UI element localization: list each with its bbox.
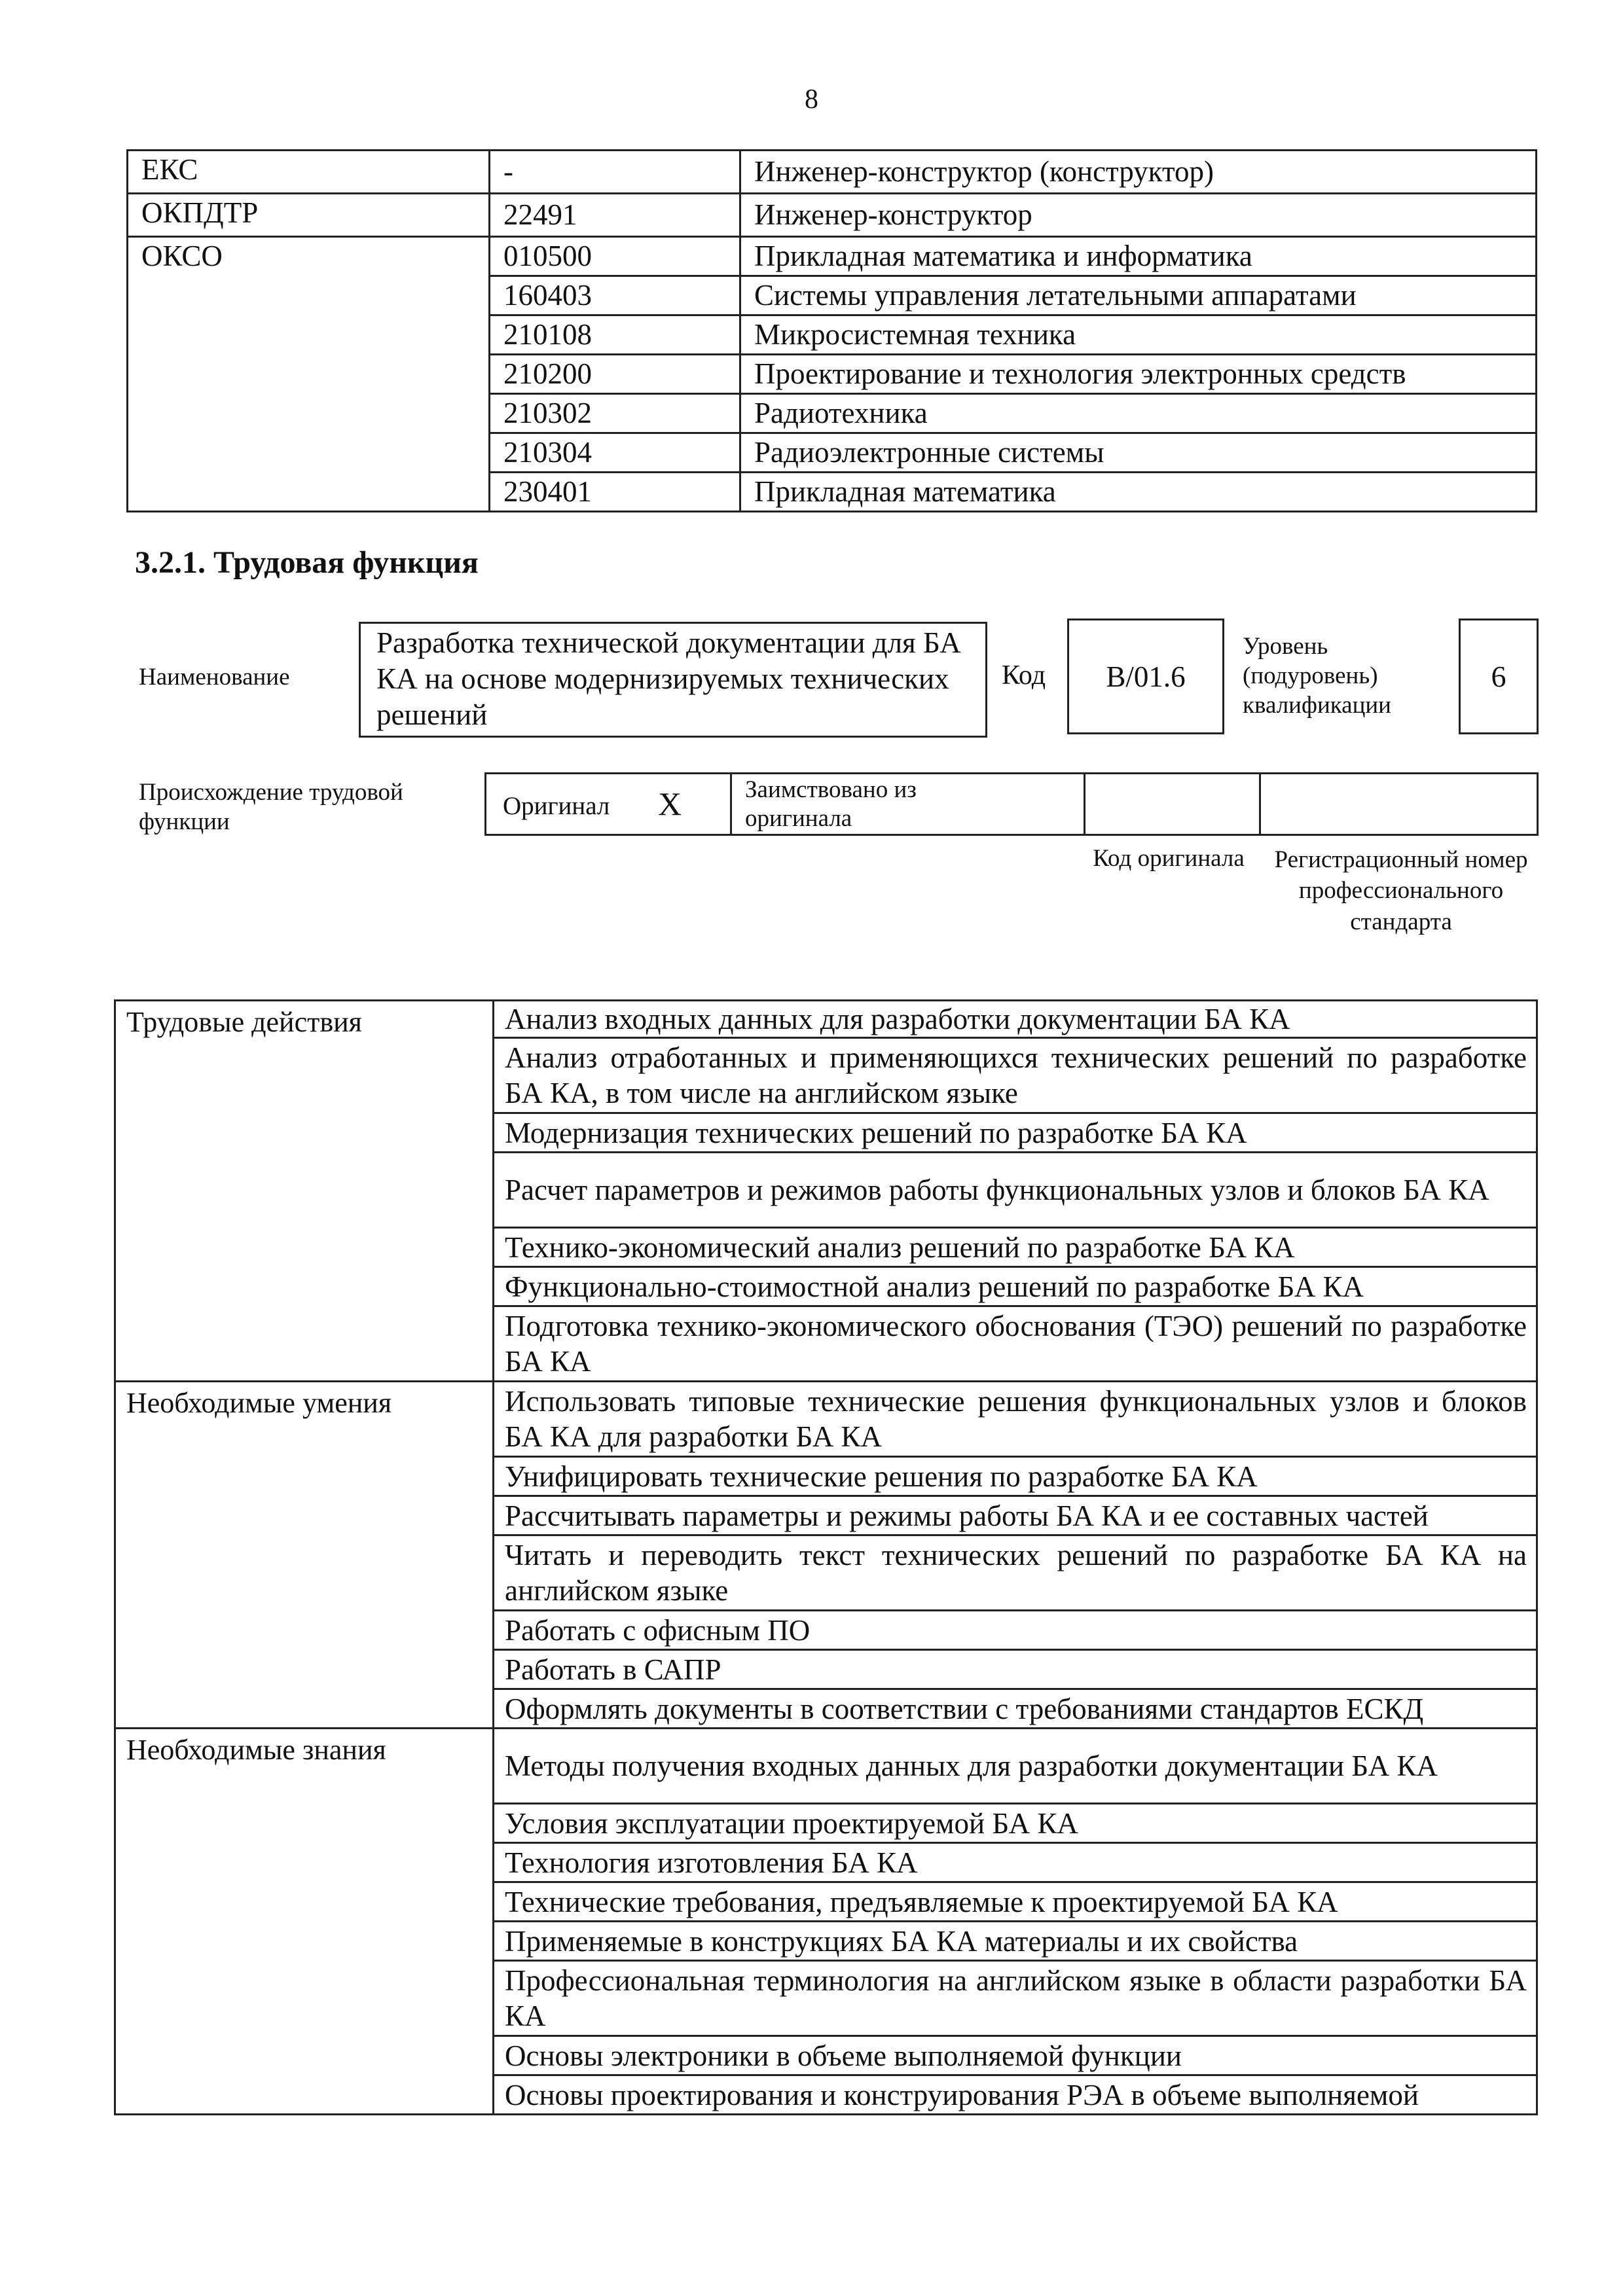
code-label: Код (1002, 660, 1046, 691)
knowledge-item: Методы получения входных данных для разработки документации БА КА (494, 1729, 1537, 1804)
class-code-cell: 210200 (490, 355, 740, 394)
table-row (128, 237, 1537, 276)
table-row (115, 1382, 1537, 1457)
origin-box (484, 772, 1539, 836)
divider (730, 774, 732, 834)
class-code-cell: 210302 (490, 394, 740, 433)
divider (1084, 774, 1085, 834)
labor-action-item: Анализ отработанных и применяющихся технических решений по разработке БА КА, в том числе на английском языке (494, 1038, 1537, 1113)
labor-action-item: Технико-экономический анализ решений по разработке БА КА (494, 1228, 1537, 1267)
skill-item: Оформлять документы в соответствии с требованиями стандартов ЕСКД (494, 1689, 1537, 1729)
class-code-cell: - (490, 151, 740, 194)
knowledge-label: Необходимые знания (115, 1729, 494, 2115)
class-name-cell: ЕКС (128, 151, 490, 194)
name-label: Наименование (139, 664, 290, 691)
class-title-cell: Радиоэлектронные системы (740, 433, 1537, 473)
class-title-cell: Микросистемная техника (740, 315, 1537, 355)
function-name-box: Разработка технической документации для БА КА на основе модернизируемых технических решений (359, 622, 987, 738)
class-title-cell: Проектирование и технология электронных средств (740, 355, 1537, 394)
class-code-cell: 160403 (490, 276, 740, 315)
class-code-cell: 230401 (490, 473, 740, 512)
knowledge-item: Технология изготовления БА КА (494, 1843, 1537, 1882)
section-heading: 3.2.1. Трудовая функция (135, 545, 479, 580)
class-code-cell: 210304 (490, 433, 740, 473)
skill-item: Использовать типовые технические решения функциональных узлов и блоков БА КА для разработки БА КА (494, 1382, 1537, 1457)
level-label: Уровень (подуровень) квалификации (1243, 633, 1391, 719)
borrowed-label: Заимствовано из оригинала (745, 776, 917, 833)
class-name-cell: ОКСО (128, 237, 490, 512)
knowledge-item: Условия эксплуатации проектируемой БА КА (494, 1804, 1537, 1843)
labor-actions-label: Трудовые действия (115, 1001, 494, 1382)
original-label: Оригинал (503, 792, 610, 820)
labor-action-item: Функционально-стоимостной анализ решений по разработке БА КА (494, 1267, 1537, 1306)
code-original-caption: Код оригинала (1093, 845, 1245, 872)
class-title-cell: Радиотехника (740, 394, 1537, 433)
table-row (128, 151, 1537, 194)
knowledge-item: Профессиональная терминология на английском языке в области разработки БА КА (494, 1961, 1537, 2036)
class-code-cell: 210108 (490, 315, 740, 355)
labor-action-item: Анализ входных данных для разработки документации БА КА (494, 1001, 1537, 1038)
class-code-cell: 22491 (490, 194, 740, 237)
skill-item: Читать и переводить текст технических решений по разработке БА КА на английском языке (494, 1535, 1537, 1611)
table-row (128, 194, 1537, 237)
skill-item: Унифицировать технические решения по разработке БА КА (494, 1457, 1537, 1496)
class-title-cell: Системы управления летательными аппаратами (740, 276, 1537, 315)
class-code-cell: 010500 (490, 237, 740, 276)
labor-action-item: Подготовка технико-экономического обоснования (ТЭО) решений по разработке БА КА (494, 1306, 1537, 1382)
page-number: 8 (805, 84, 818, 115)
table-row (115, 1729, 1537, 1804)
labor-action-item: Модернизация технических решений по разработке БА КА (494, 1113, 1537, 1153)
table-row (115, 1001, 1537, 1038)
original-mark: X (658, 785, 682, 822)
skill-item: Работать с офисным ПО (494, 1611, 1537, 1650)
class-title-cell: Инженер-конструктор (740, 194, 1537, 237)
class-title-cell: Инженер-конструктор (конструктор) (740, 151, 1537, 194)
classification-table (126, 149, 1537, 512)
origin-label: Происхождение трудовой функции (139, 779, 403, 836)
labor-action-item: Расчет параметров и режимов работы функциональных узлов и блоков БА КА (494, 1153, 1537, 1228)
skills-label: Необходимые умения (115, 1382, 494, 1729)
class-name-cell: ОКПДТР (128, 194, 490, 237)
knowledge-item: Технические требования, предъявляемые к проектируемой БА КА (494, 1882, 1537, 1922)
skill-item: Рассчитывать параметры и режимы работы БА КА и ее составных частей (494, 1496, 1537, 1535)
class-title-cell: Прикладная математика (740, 473, 1537, 512)
level-box: 6 (1459, 619, 1539, 734)
skill-item: Работать в САПР (494, 1650, 1537, 1689)
function-details-table (114, 999, 1538, 2115)
knowledge-item: Применяемые в конструкциях БА КА материалы и их свойства (494, 1922, 1537, 1961)
divider (1259, 774, 1261, 834)
reg-number-caption: Регистрационный номер профессионального стандарта (1274, 846, 1528, 935)
class-title-cell: Прикладная математика и информатика (740, 237, 1537, 276)
knowledge-item: Основы проектирования и конструирования РЭА в объеме выполняемой (494, 2075, 1537, 2115)
knowledge-item: Основы электроники в объеме выполняемой функции (494, 2036, 1537, 2075)
function-code-box: B/01.6 (1067, 619, 1224, 734)
